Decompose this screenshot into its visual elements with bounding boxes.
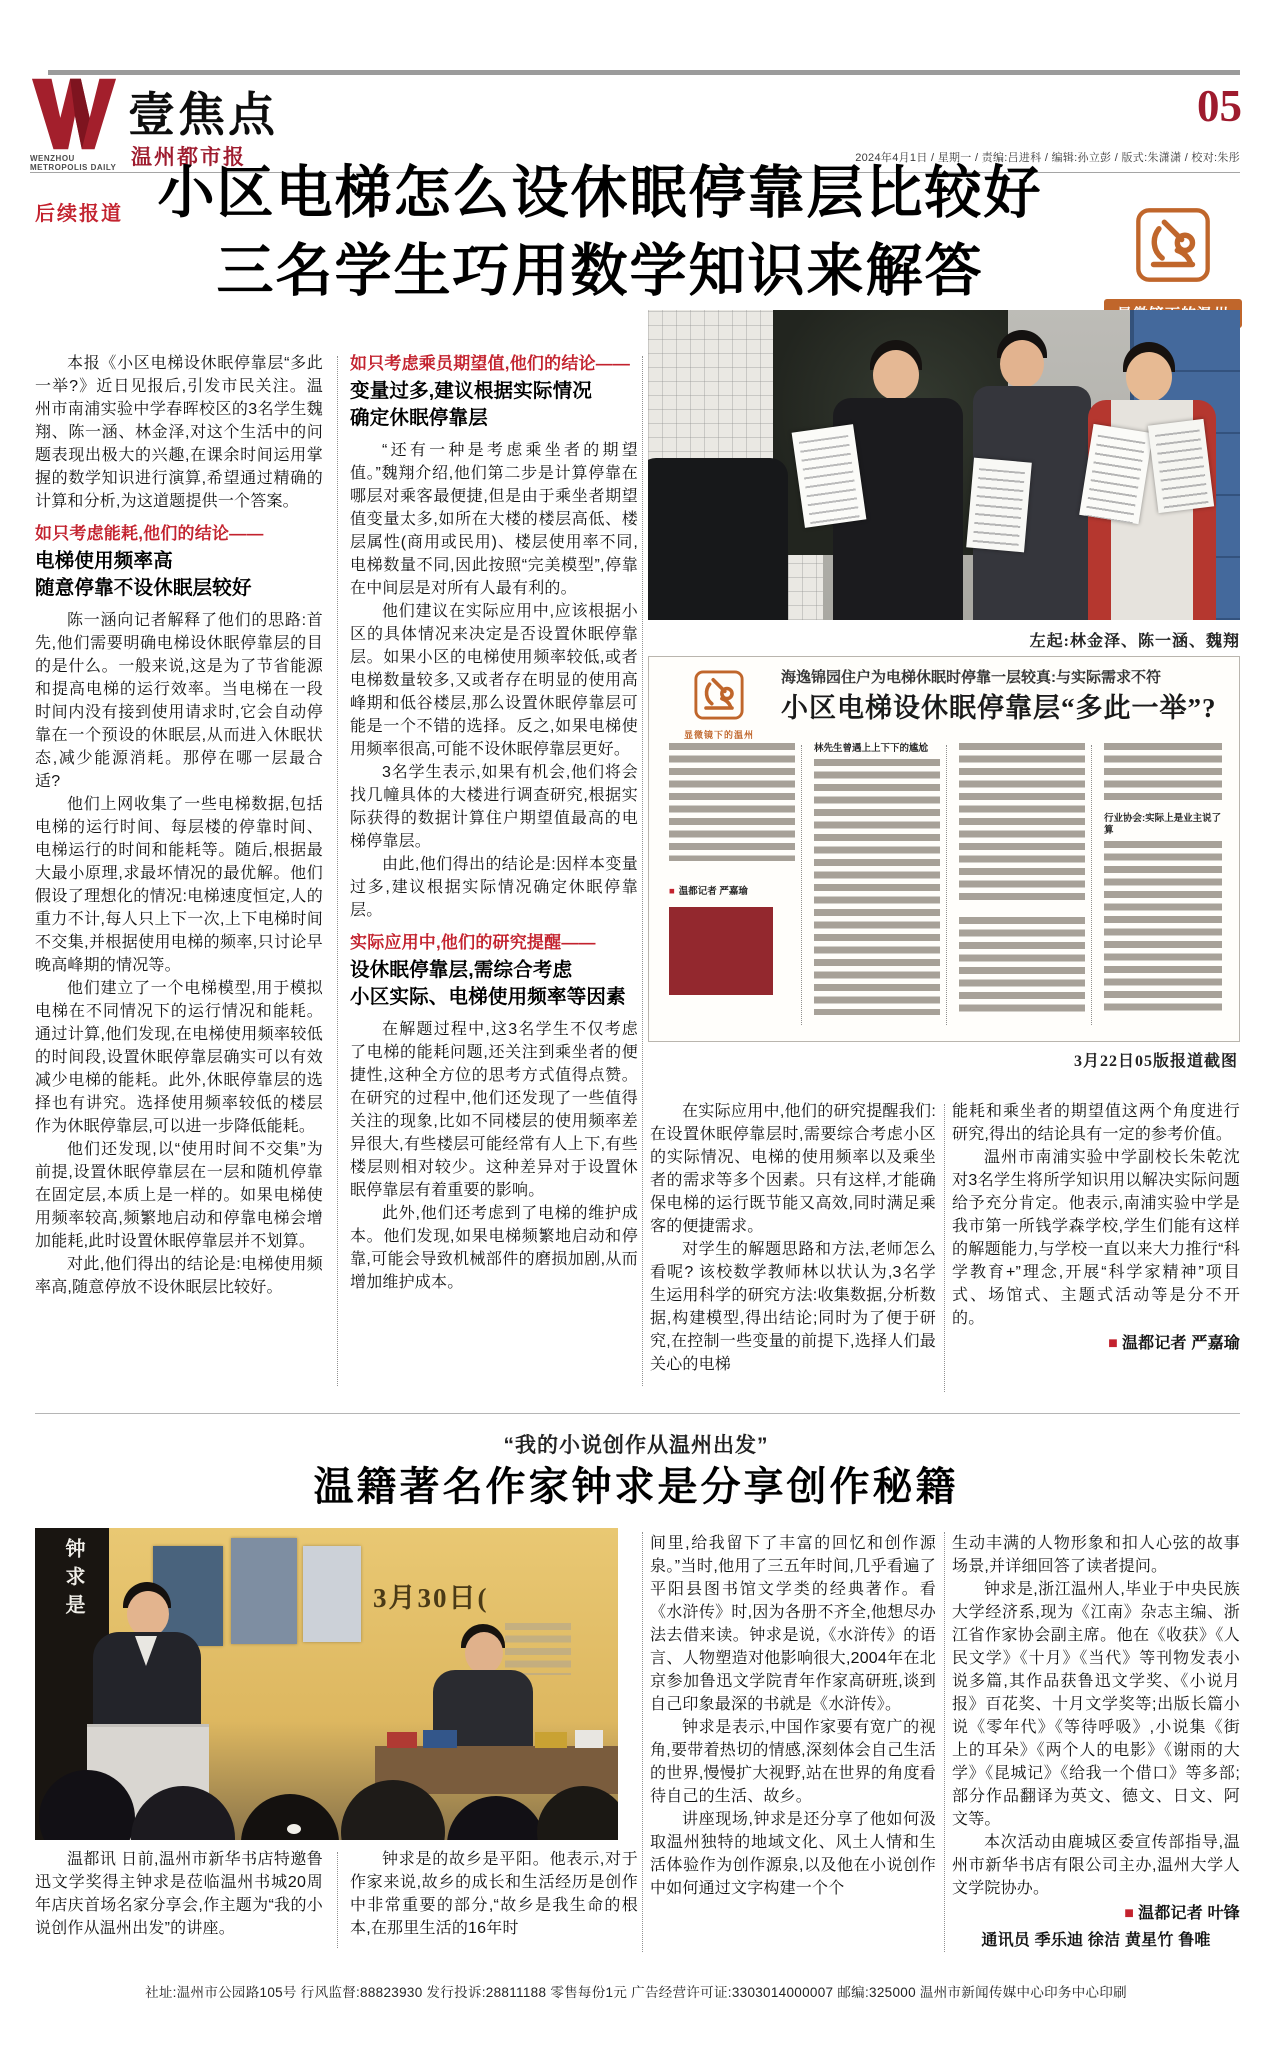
byline: ■ 温都记者 严嘉瑜: [1108, 1335, 1240, 1352]
byline-square: ■: [1108, 1335, 1118, 1352]
byline: ■ 温都记者 叶锋: [1124, 1905, 1240, 1922]
illegible-text-lines: [959, 743, 1085, 901]
previous-report-clipping: [648, 656, 1240, 1042]
byline-square: ■: [669, 886, 675, 897]
illegible-text-lines: [1104, 841, 1222, 1011]
paragraph: “还有一种是考虑乘坐者的期望值。”魏翔介绍,他们第二步是计算停靠在哪层对乘客最便捷,但是由于乘坐者期望值变量太多,如所在大楼的楼层高低、楼层属性(商用或民用)、楼层使用率不同,电梯数量不同,因此按照“完美模型”,停靠在中间层是对所有人最有利的。: [350, 442, 638, 597]
illegible-text-lines: [1104, 743, 1222, 801]
students-photo: [648, 310, 1240, 620]
student-middle-face: [1000, 340, 1044, 388]
wendu-logo: [30, 76, 118, 152]
book-poster: [231, 1538, 297, 1644]
clip-column-3: [959, 743, 1085, 1013]
column-divider: [944, 1532, 945, 1952]
paragraph: 3名学生表示,如果有机会,他们将会找几幢具体的大楼进行调查研究,根据实际获得的数据计算住户期望值最高的电梯停靠层。: [350, 764, 638, 850]
page-number: 05: [1197, 81, 1242, 131]
paragraph: 温州市南浦实验中学副校长朱乾沈对3名学生将所学知识用以解决实际问题给予充分肯定。他表示,南浦实验中学是我市第一所钱学森学校,学生们能有这样的解题能力,与学校一直以来大力推行“科学教育+”理念,开展“科学家精神”项目式、场馆式、主题式活动等是分不开的。: [952, 1149, 1240, 1327]
article2-column-4: [952, 1532, 1240, 1952]
article1-column-4: [952, 1100, 1240, 1355]
article2-column-1: [35, 1848, 323, 1940]
paragraph: 他们建议在实际应用中,应该根据小区的具体情况来决定是否设置休眠停靠层。如果小区的电梯使用频率较低,或者电梯数量较多,又或者存在明显的使用高峰期和低谷楼层,那么设置休眠停靠层可能是一个不错的选择。反之,如果电梯使用频率很高,可能不设休眠停靠层更好。: [350, 603, 638, 758]
section-title: 壹焦点: [128, 90, 278, 142]
paper-sheet: [792, 424, 867, 528]
paper-sheet: [1148, 419, 1214, 513]
clip-microscope-badge: [665, 669, 773, 741]
red-subhead: 实际应用中,他们的研究提醒——: [350, 933, 596, 952]
clip-headline: 小区电梯设休眠停靠层“多此一举”?: [781, 693, 1217, 723]
illegible-text-lines: [669, 743, 795, 861]
bold-subhead: 电梯使用频率高 随意停靠不设休眠层较好: [35, 550, 252, 599]
header-rule: [48, 70, 1240, 75]
article2-kicker: “我的小说创作从温州出发”: [503, 1434, 769, 1457]
clip-subhead: 林先生曾遇上上下下的尴尬: [814, 743, 929, 754]
paragraph: 本报《小区电梯设休眠停靠层“多此一举?》近日见报后,引发市民关注。温州市南浦实验中学春晖校区的3名学生魏翔、陈一涵、林金泽,对这个生活中的问题表现出极大的兴趣,在课余时间运用掌握的数学知识进行演算,希望通过精确的计算和分析,为这道题提供一个答案。: [35, 355, 323, 510]
clip-column-divider: [801, 745, 802, 1025]
clip-column-divider: [946, 745, 947, 1025]
clip-subhead: 行业协会:实际上是业主说了算: [1104, 813, 1222, 836]
article-divider: [35, 1413, 1240, 1414]
paragraph: 通讯员 季乐迪 徐洁 黄星竹 鲁唯: [981, 1932, 1211, 1949]
clip-byline: ■ 温都记者 严嘉瑜: [669, 886, 748, 897]
book-poster: [303, 1546, 361, 1642]
paragraph: 由此,他们得出的结论是:因样本变量过多,建议根据实际情况确定休眠停靠层。: [350, 856, 638, 919]
paragraph: 对学生的解题思路和方法,老师怎么看呢? 该校数学教师林以状认为,3名学生运用科学的研究方法:收集数据,分析数据,构建模型,得出结论;同时为了便于研究,在控制一些变量的前提下,选择人们最关心的电梯: [650, 1241, 936, 1373]
illegible-text-lines: [814, 759, 940, 1015]
paragraph: 钟求是表示,中国作家要有宽广的视角,要带着热切的情感,深刻体会自己生活的世界,慢慢扩大视野,站在世界的角度看待自己的生活、故乡。: [650, 1719, 936, 1805]
logo-subtext: WENZHOU METROPOLIS DAILY: [30, 154, 117, 172]
paragraph: 对此,他们得出的结论是:电梯使用频率高,随意停放不设休眠层比较好。: [35, 1256, 323, 1296]
clipping-caption: 3月22日05版报道截图: [1073, 1053, 1238, 1070]
paragraph: 他们上网收集了一些电梯数据,包括电梯的运行时间、每层楼的停靠时间、电梯运行的时间和能耗等。随后,根据最大最小原理,求最坏情况的最优解。他们假设了理想化的情况:电梯速度恒定,人的重力不计,每人只上下一次,上下电梯时间不交集,并根据使用电梯的频率,只讨论早晚高峰期的情况等。: [35, 796, 323, 974]
imprint-line: 社址:温州市公园路105号 行风监督:88823930 发行投诉:28811188 零售每份1元 广告经营许可证:3303014000007 邮编:325000 温州市新闻传媒中心印务中心印刷: [145, 1985, 1127, 2000]
article2-column-3: [650, 1532, 936, 1900]
microscope-icon: [1134, 206, 1212, 284]
dateline: 2024年4月1日 / 星期一 / 责编:吕进科 / 编辑:孙立彭 / 版式:朱潇潇 / 校对:朱彤: [855, 152, 1240, 164]
column-divider: [944, 1104, 945, 1392]
article2-column-2: [350, 1848, 638, 1940]
red-subhead: 如只考虑能耗,他们的结论——: [35, 524, 264, 543]
paragraph: 钟求是,浙江温州人,毕业于中央民族大学经济系,现为《江南》杂志主编、浙江省作家协会副主席。他在《收获》《人民文学》《十月》《当代》等刊物发表小说多篇,其作品获鲁迅文学奖、《小说月报》百花奖、十月文学奖等;出版长篇小说《零年代》《等待呼吸》,小说集《街上的耳朵》《两个人的电影》《谢雨的大学》《昆城记》《给我一个借口》等多部;部分作品翻译为英文、德文、日文、阿文等。: [952, 1581, 1240, 1828]
photo1-caption: 左起:林金泽、陈一涵、魏翔: [1029, 633, 1240, 650]
paragraph: 本次活动由鹿城区委宣传部指导,温州市新华书店有限公司主办,温州大学人文学院协办。: [952, 1834, 1240, 1897]
speaker-face: [127, 1591, 169, 1637]
lecture-photo: [35, 1528, 618, 1840]
paragraph: 温都讯 日前,温州市新华书店特邀鲁迅文学奖得主钟求是莅临温州书城20周年店庆首场名家分享会,作主题为“我的小说创作从温州出发”的讲座。: [35, 1851, 323, 1937]
student-right-face: [1126, 352, 1172, 402]
book-stack: [387, 1732, 417, 1748]
clip-column-2: [814, 743, 940, 1015]
article1-column-3: [650, 1100, 936, 1376]
paragraph: 能耗和乘坐者的期望值这两个角度进行研究,得出的结论具有一定的参考价值。: [952, 1103, 1240, 1143]
clip-badge-label: 显微镜下的温州: [683, 730, 754, 740]
illegible-text-lines: [959, 917, 1085, 1013]
clip-highlight-box: [669, 907, 773, 995]
column-divider: [642, 356, 643, 1386]
column-divider: [337, 1852, 338, 1948]
guest-face: [465, 1632, 503, 1674]
paragraph: 生动丰满的人物形象和扣人心弦的故事场景,并详细回答了读者提问。: [952, 1535, 1240, 1575]
paragraph: 钟求是的故乡是平阳。他表示,对于作家来说,故乡的成长和生活经历是创作中非常重要的部分,“故乡是我生命的根本,在那里生活的16年时: [350, 1851, 638, 1937]
book-stack: [535, 1732, 567, 1748]
clip-subtitle: 海逸锦园住户为电梯休眠时停靠一层较真:与实际需求不符: [781, 669, 1161, 686]
column-divider: [337, 356, 338, 1386]
microscope-icon: [693, 669, 745, 721]
paragraph: 在解题过程中,这3名学生不仅考虑了电梯的能耗问题,还关注到乘坐者的便捷性,这种全方位的思考方式值得点赞。在研究的过程中,他们还发现了一些值得关注的现象,比如不同楼层的使用频率差异很大,有些楼层可能经常有人上下,有些楼层则相对较少。这种差异对于设置休眠停靠层有着重要的影响。: [350, 1021, 638, 1199]
paper-name: 温州都市报: [131, 146, 246, 169]
red-subhead: 如只考虑乘员期望值,他们的结论——: [350, 354, 631, 373]
book-stack: [423, 1730, 457, 1748]
article1-column-2: [350, 352, 638, 1294]
book-stack: [575, 1730, 603, 1748]
bold-subhead: 设休眠停靠层,需综合考虑 小区实际、电梯使用频率等因素: [350, 959, 626, 1008]
illegible-poster-text: [505, 1623, 571, 1675]
paragraph: 他们建立了一个电梯模型,用于模拟电梯在不同情况下的运行情况和能耗。通过计算,他们发现,在电梯使用频率较低的时间段,设置休眠停靠层确实可以有效减少电梯的能耗。此外,休眠停靠层的选择也有讲究。选择使用频率较低的楼层作为休眠停靠层,可以进一步降低能耗。: [35, 980, 323, 1135]
column-divider: [642, 1532, 643, 1952]
paragraph: 间里,给我留下了丰富的回忆和创作源泉。”当时,他用了三五年时间,几乎看遍了平阳县图书馆文学类的经典著作。看《水浒传》时,因为各册不齐全,他想尽办法去借来读。钟求是说,《水浒传》的语言、人物塑造对他影响很大,2004年在北京参加鲁迅文学院青年作家高研班,谈到自己印象最深的书就是《水浒传》。: [650, 1535, 936, 1713]
paragraph: 他们还发现,以“使用时间不交集”为前提,设置休眠停靠层在一层和随机停靠在固定层,本质上是一样的。如果电梯使用频率较高,频繁地启动和停靠电梯会增加能耗,此时设置休眠停靠层并不划算。: [35, 1141, 323, 1250]
audience-head: [537, 1786, 618, 1840]
paragraph: 此外,他们还考虑到了电梯的维护成本。他们发现,如果电梯频繁地启动和停靠,可能会导致机械部件的磨损加剧,从而增加维护成本。: [350, 1205, 638, 1291]
byline-square: ■: [1124, 1905, 1135, 1922]
office-chair: [648, 458, 788, 620]
article1-column-1: [35, 352, 323, 1299]
bold-subhead: 变量过多,建议根据实际情况 确定休眠停靠层: [350, 380, 593, 429]
paragraph: 陈一涵向记者解释了他们的思路:首先,他们需要明确电梯设休眠停靠层的目的是什么。一般来说,这是为了节省能源和提高电梯的运行效率。当电梯在一段时间内没有接到使用请求时,它会自动停靠在一个预设的休眠层,从而进入休眠状态,减少能源消耗。那停在哪一层最合适?: [35, 612, 323, 790]
photo-date-overlay: 3月30日(: [373, 1583, 489, 1613]
clip-column-1: [669, 743, 795, 995]
article1-headline-line1: 小区电梯怎么设休眠停靠层比较好: [157, 162, 1043, 225]
article1-headline-line2: 三名学生巧用数学知识来解答: [216, 240, 984, 303]
paragraph: 讲座现场,钟求是还分享了他如何汲取温州独特的地域文化、风土人情和生活体验作为创作源泉,以及他在小说创作中如何通过文字构建一个个: [650, 1811, 936, 1897]
article2-headline: 温籍著名作家钟求是分享创作秘籍: [313, 1464, 959, 1509]
clip-column-divider: [1091, 745, 1092, 1025]
photo-name-overlay: 钟求是: [62, 1538, 84, 1622]
clip-column-4: [1104, 743, 1222, 1011]
paper-sheet: [966, 458, 1032, 553]
hair-clip: [287, 1824, 301, 1834]
w-logo-icon: [30, 76, 118, 152]
followup-label: 后续报道: [35, 203, 123, 225]
audience-head: [447, 1796, 545, 1840]
paragraph: 在实际应用中,他们的研究提醒我们:在设置休眠停靠层时,需要综合考虑小区的实际情况、电梯的使用频率以及乘坐者的需求等多个因素。只有这样,才能确保电梯的运行既节能又高效,同时满足乘客的便捷需求。: [650, 1103, 936, 1235]
student-left-face: [873, 350, 919, 400]
